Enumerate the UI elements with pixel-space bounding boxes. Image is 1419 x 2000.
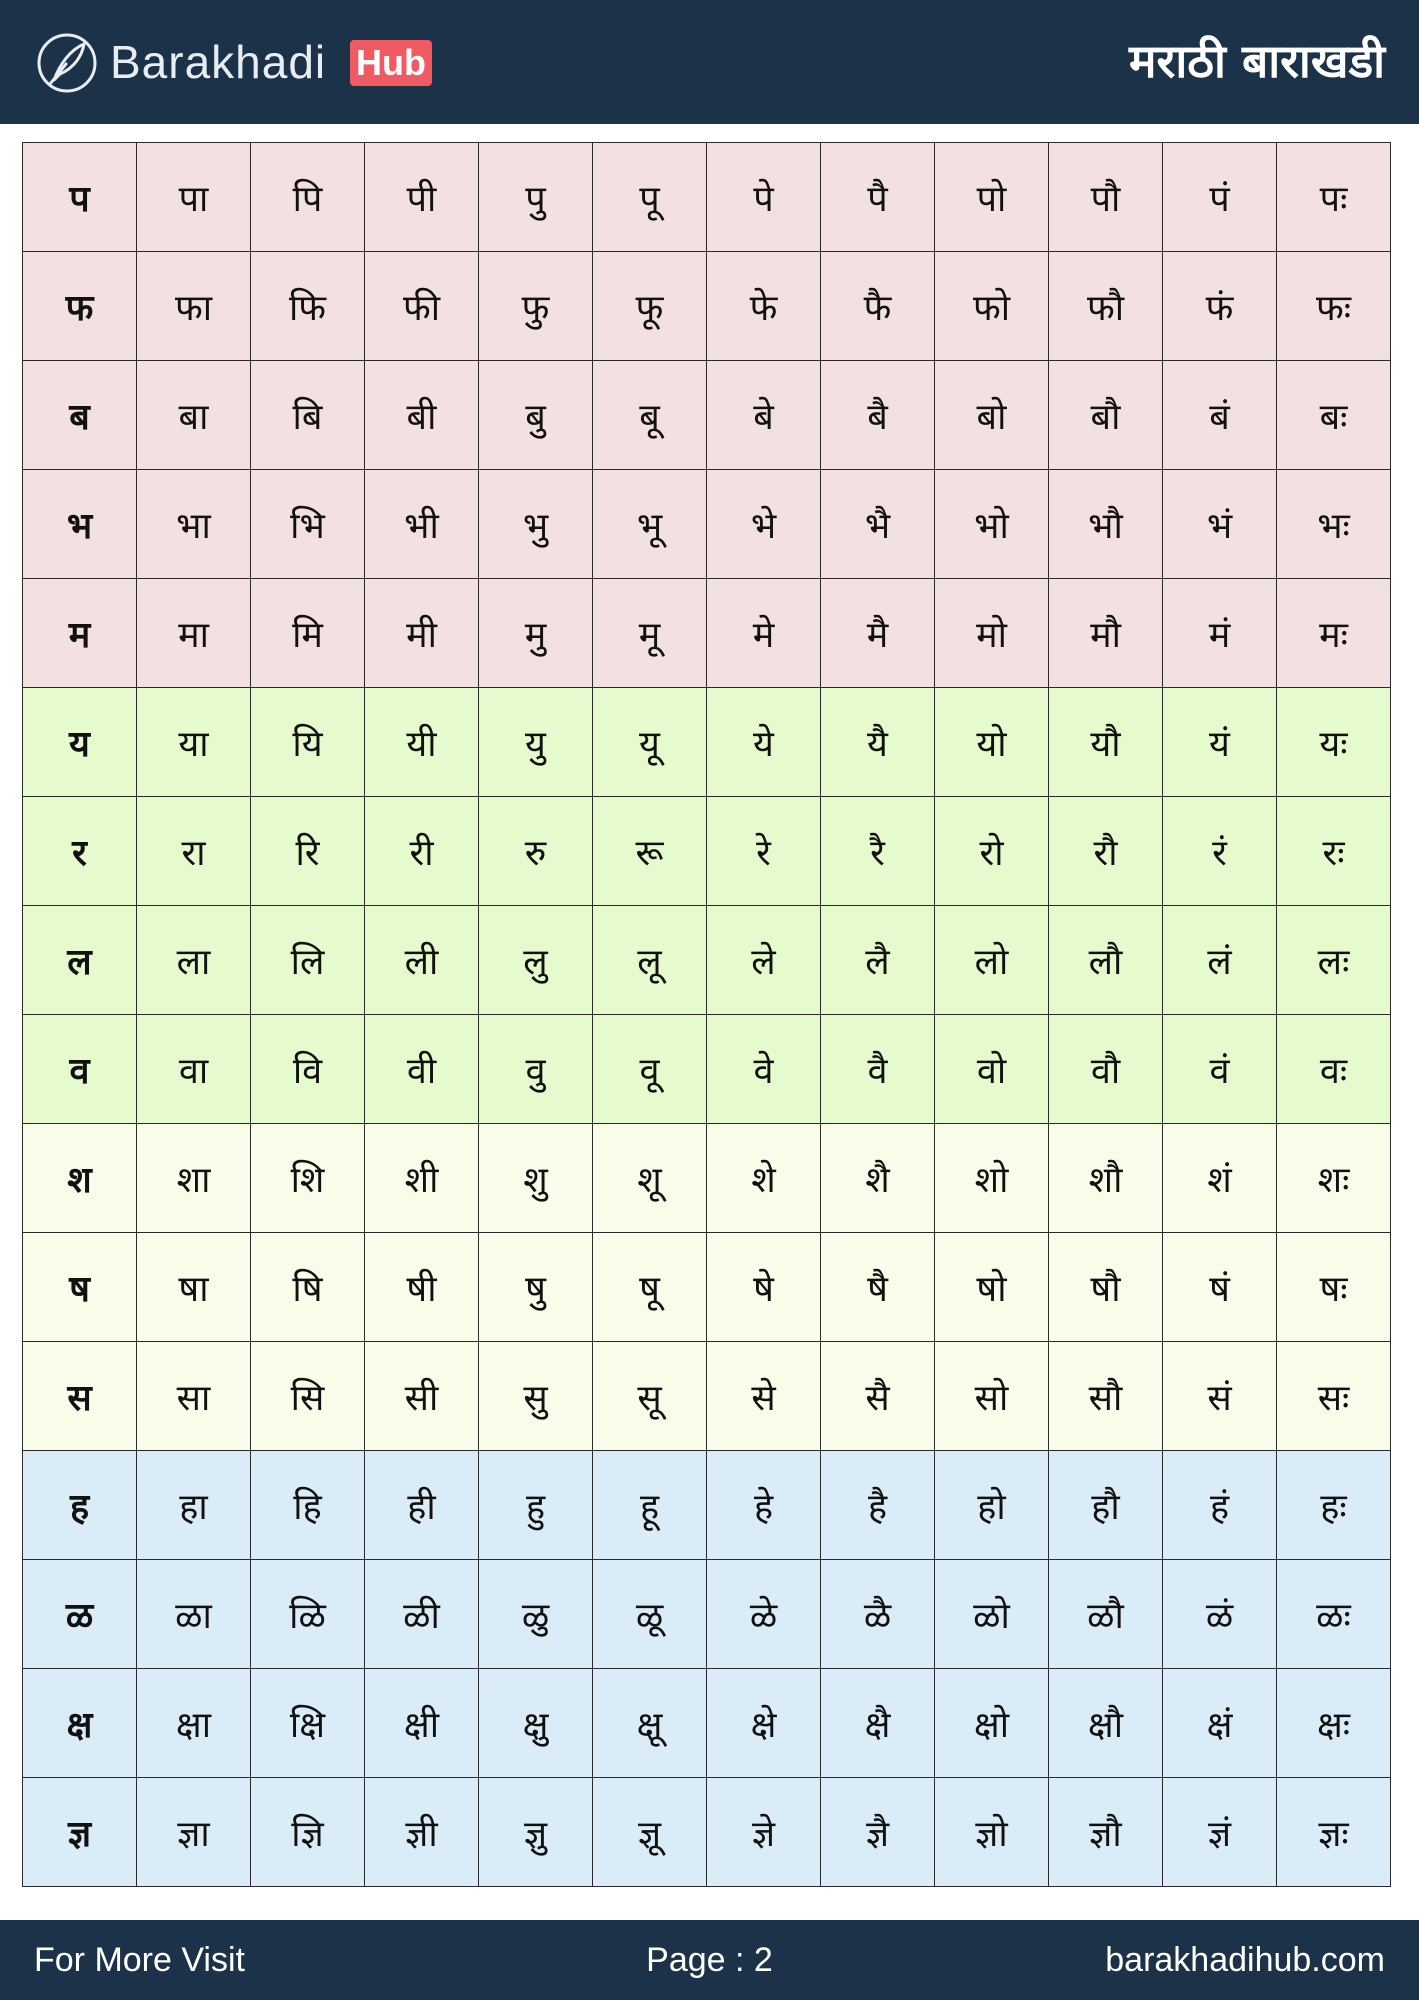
syllable-cell: ज्ञै [821,1778,935,1887]
syllable-cell: फं [1163,252,1277,361]
syllable-cell: यो [935,688,1049,797]
syllable-cell: ला [137,906,251,1015]
syllable-cell: शि [251,1124,365,1233]
header-bar [0,0,1419,124]
syllable-cell: यु [479,688,593,797]
syllable-cell: पै [821,143,935,252]
syllable-cell: लि [251,906,365,1015]
syllable-cell: फु [479,252,593,361]
syllable-cell: फी [365,252,479,361]
syllable-cell: क्षं [1163,1669,1277,1778]
syllable-cell: भो [935,470,1049,579]
syllable-cell: ळै [821,1560,935,1669]
syllable-cell: सः [1277,1342,1391,1451]
syllable-cell: बु [479,361,593,470]
syllable-cell: षं [1163,1233,1277,1342]
syllable-cell: शः [1277,1124,1391,1233]
syllable-cell: सि [251,1342,365,1451]
syllable-cell: षु [479,1233,593,1342]
syllable-cell: हू [593,1451,707,1560]
syllable-cell: या [137,688,251,797]
syllable-cell: वे [707,1015,821,1124]
syllable-cell: ळु [479,1560,593,1669]
table-row [23,1124,1391,1233]
consonant-cell: स [23,1342,137,1451]
syllable-cell: हे [707,1451,821,1560]
feather-icon [36,32,98,94]
barakhadi-table [22,142,1391,1887]
syllable-cell: हो [935,1451,1049,1560]
syllable-cell: लं [1163,906,1277,1015]
syllable-cell: ज्ञं [1163,1778,1277,1887]
syllable-cell: भौ [1049,470,1163,579]
syllable-cell: लो [935,906,1049,1015]
syllable-cell: बै [821,361,935,470]
syllable-cell: वः [1277,1015,1391,1124]
syllable-cell: क्षा [137,1669,251,1778]
syllable-cell: यौ [1049,688,1163,797]
syllable-cell: षू [593,1233,707,1342]
consonant-cell: श [23,1124,137,1233]
syllable-cell: भः [1277,470,1391,579]
table-row [23,1015,1391,1124]
syllable-cell: षि [251,1233,365,1342]
syllable-cell: रै [821,797,935,906]
syllable-cell: पो [935,143,1049,252]
syllable-cell: वौ [1049,1015,1163,1124]
syllable-cell: भी [365,470,479,579]
syllable-cell: ळा [137,1560,251,1669]
syllable-cell: मे [707,579,821,688]
table-row [23,1669,1391,1778]
table-row [23,1451,1391,1560]
table-row [23,1560,1391,1669]
syllable-cell: लू [593,906,707,1015]
footer-visit-text: For More Visit [34,1941,245,1979]
syllable-cell: ळी [365,1560,479,1669]
logo-badge: Hub [350,40,432,86]
syllable-cell: षा [137,1233,251,1342]
footer-bar [0,1920,1419,2000]
syllable-cell: मः [1277,579,1391,688]
consonant-cell: य [23,688,137,797]
syllable-cell: ले [707,906,821,1015]
syllable-cell: ज्ञु [479,1778,593,1887]
syllable-cell: ज्ञी [365,1778,479,1887]
syllable-cell: भं [1163,470,1277,579]
syllable-cell: पं [1163,143,1277,252]
syllable-cell: सौ [1049,1342,1163,1451]
consonant-cell: ष [23,1233,137,1342]
syllable-cell: वो [935,1015,1049,1124]
consonant-cell: ज्ञ [23,1778,137,1887]
logo-name: Barakhadi [110,36,327,88]
syllable-cell: फो [935,252,1049,361]
syllable-cell: क्षः [1277,1669,1391,1778]
syllable-cell: भू [593,470,707,579]
syllable-cell: री [365,797,479,906]
syllable-cell: रा [137,797,251,906]
syllable-cell: वू [593,1015,707,1124]
syllable-cell: मि [251,579,365,688]
syllable-cell: क्षु [479,1669,593,1778]
syllable-cell: वं [1163,1015,1277,1124]
syllable-cell: ज्ञू [593,1778,707,1887]
syllable-cell: शी [365,1124,479,1233]
syllable-cell: वि [251,1015,365,1124]
syllable-cell: मी [365,579,479,688]
syllable-cell: ळे [707,1560,821,1669]
syllable-cell: शौ [1049,1124,1163,1233]
syllable-cell: रि [251,797,365,906]
syllable-cell: मू [593,579,707,688]
syllable-cell: फौ [1049,252,1163,361]
table-row [23,361,1391,470]
syllable-cell: शै [821,1124,935,1233]
consonant-cell: र [23,797,137,906]
syllable-cell: भा [137,470,251,579]
syllable-cell: पौ [1049,143,1163,252]
consonant-cell: ळ [23,1560,137,1669]
consonant-cell: क्ष [23,1669,137,1778]
consonant-cell: प [23,143,137,252]
syllable-cell: रः [1277,797,1391,906]
syllable-cell: लै [821,906,935,1015]
syllable-cell: यि [251,688,365,797]
syllable-cell: से [707,1342,821,1451]
table-row [23,797,1391,906]
consonant-cell: ब [23,361,137,470]
syllable-cell: यै [821,688,935,797]
syllable-cell: वी [365,1015,479,1124]
syllable-cell: ळः [1277,1560,1391,1669]
syllable-cell: फि [251,252,365,361]
syllable-cell: ये [707,688,821,797]
table-row [23,906,1391,1015]
syllable-cell: लौ [1049,906,1163,1015]
syllable-cell: यः [1277,688,1391,797]
page-number: Page : 2 [646,1941,773,1979]
consonant-cell: ल [23,906,137,1015]
syllable-cell: शं [1163,1124,1277,1233]
syllable-cell: ज्ञो [935,1778,1049,1887]
syllable-cell: लु [479,906,593,1015]
syllable-cell: ळौ [1049,1560,1163,1669]
syllable-cell: क्षि [251,1669,365,1778]
syllable-cell: ली [365,906,479,1015]
syllable-cell: ळू [593,1560,707,1669]
syllable-cell: रू [593,797,707,906]
table-row [23,1233,1391,1342]
syllable-cell: ज्ञा [137,1778,251,1887]
syllable-cell: बी [365,361,479,470]
syllable-cell: यं [1163,688,1277,797]
syllable-cell: भि [251,470,365,579]
syllable-cell: ज्ञः [1277,1778,1391,1887]
syllable-cell: मै [821,579,935,688]
syllable-cell: फे [707,252,821,361]
syllable-cell: फः [1277,252,1391,361]
syllable-cell: मु [479,579,593,688]
syllable-cell: क्षू [593,1669,707,1778]
table-row [23,579,1391,688]
syllable-cell: सा [137,1342,251,1451]
syllable-cell: वै [821,1015,935,1124]
syllable-cell: षी [365,1233,479,1342]
syllable-cell: बो [935,361,1049,470]
syllable-cell: हा [137,1451,251,1560]
consonant-cell: व [23,1015,137,1124]
syllable-cell: सू [593,1342,707,1451]
syllable-cell: सं [1163,1342,1277,1451]
syllable-cell: पः [1277,143,1391,252]
syllable-cell: बं [1163,361,1277,470]
syllable-cell: ळो [935,1560,1049,1669]
syllable-cell: रु [479,797,593,906]
syllable-cell: सी [365,1342,479,1451]
syllable-cell: भु [479,470,593,579]
syllable-cell: रौ [1049,797,1163,906]
syllable-cell: यू [593,688,707,797]
syllable-cell: मो [935,579,1049,688]
syllable-cell: बौ [1049,361,1163,470]
syllable-cell: फू [593,252,707,361]
consonant-cell: फ [23,252,137,361]
syllable-cell: क्षौ [1049,1669,1163,1778]
syllable-cell: शो [935,1124,1049,1233]
syllable-cell: पा [137,143,251,252]
syllable-cell: षे [707,1233,821,1342]
syllable-cell: यी [365,688,479,797]
syllable-cell: ळि [251,1560,365,1669]
syllable-cell: पि [251,143,365,252]
table-row [23,143,1391,252]
syllable-cell: हि [251,1451,365,1560]
syllable-cell: क्षी [365,1669,479,1778]
syllable-cell: क्षो [935,1669,1049,1778]
footer-website-link[interactable]: barakhadihub.com [1105,1941,1385,1979]
syllable-cell: फै [821,252,935,361]
syllable-cell: लः [1277,906,1391,1015]
syllable-cell: रं [1163,797,1277,906]
syllable-cell: ळं [1163,1560,1277,1669]
syllable-cell: ही [365,1451,479,1560]
syllable-cell: मा [137,579,251,688]
syllable-cell: पी [365,143,479,252]
syllable-cell: भे [707,470,821,579]
syllable-cell: शू [593,1124,707,1233]
syllable-cell: बि [251,361,365,470]
syllable-cell: षौ [1049,1233,1163,1342]
syllable-cell: रो [935,797,1049,906]
table-row [23,1778,1391,1887]
syllable-cell: हु [479,1451,593,1560]
syllable-cell: सु [479,1342,593,1451]
syllable-cell: बा [137,361,251,470]
syllable-cell: रे [707,797,821,906]
table-row [23,688,1391,797]
table-row [23,1342,1391,1451]
table-row [23,470,1391,579]
syllable-cell: बः [1277,361,1391,470]
consonant-cell: म [23,579,137,688]
syllable-cell: बे [707,361,821,470]
barakhadi-table-container [22,142,1391,1887]
syllable-cell: पु [479,143,593,252]
syllable-cell: वु [479,1015,593,1124]
syllable-cell: मौ [1049,579,1163,688]
syllable-cell: क्षे [707,1669,821,1778]
syllable-cell: हः [1277,1451,1391,1560]
syllable-cell: षै [821,1233,935,1342]
syllable-cell: है [821,1451,935,1560]
syllable-cell: शे [707,1124,821,1233]
syllable-cell: सै [821,1342,935,1451]
consonant-cell: ह [23,1451,137,1560]
syllable-cell: भै [821,470,935,579]
syllable-cell: पे [707,143,821,252]
syllable-cell: शु [479,1124,593,1233]
syllable-cell: हौ [1049,1451,1163,1560]
syllable-cell: हं [1163,1451,1277,1560]
syllable-cell: षः [1277,1233,1391,1342]
syllable-cell: ज्ञौ [1049,1778,1163,1887]
syllable-cell: बू [593,361,707,470]
table-row [23,252,1391,361]
syllable-cell: मं [1163,579,1277,688]
syllable-cell: वा [137,1015,251,1124]
syllable-cell: शा [137,1124,251,1233]
syllable-cell: पू [593,143,707,252]
syllable-cell: ज्ञि [251,1778,365,1887]
syllable-cell: फा [137,252,251,361]
page-title: मराठी बाराखडी [1129,34,1385,88]
syllable-cell: ज्ञे [707,1778,821,1887]
syllable-cell: षो [935,1233,1049,1342]
syllable-cell: सो [935,1342,1049,1451]
consonant-cell: भ [23,470,137,579]
syllable-cell: क्षै [821,1669,935,1778]
